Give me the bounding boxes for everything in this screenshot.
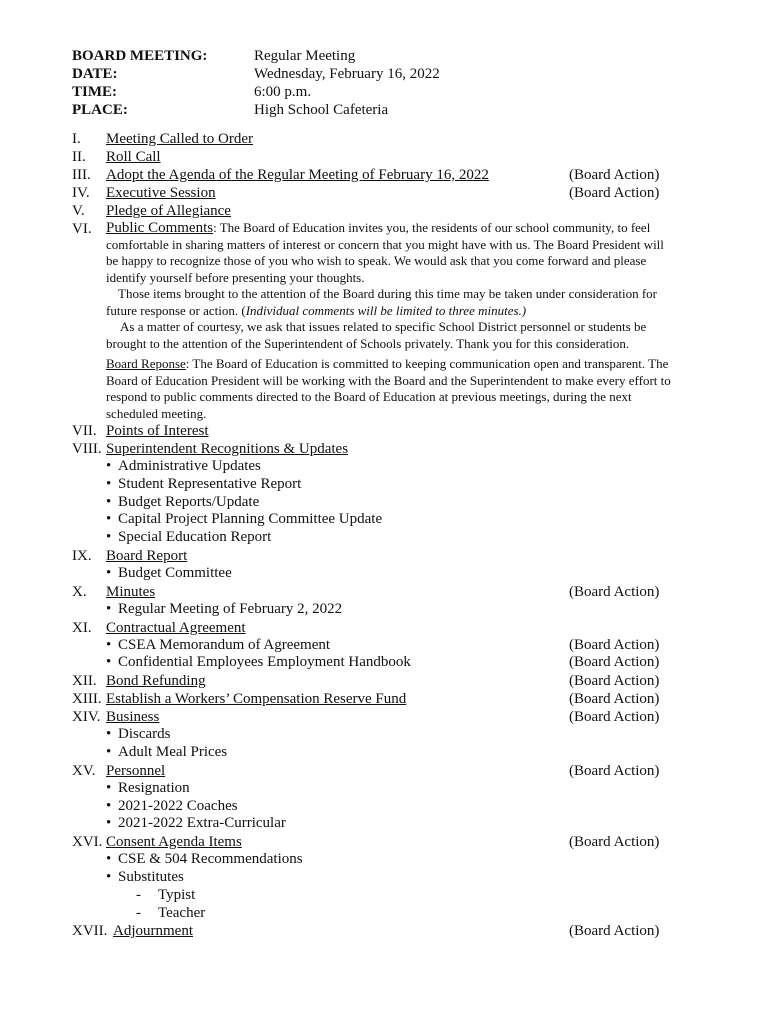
bullet-icon: •	[106, 743, 112, 760]
bullet-text: CSEA Memorandum of Agreement	[118, 636, 331, 653]
bullet-text: Budget Reports/Update	[118, 493, 260, 510]
bullet-icon: •	[106, 726, 112, 743]
bullet-text: Substitutes	[118, 868, 184, 885]
item-number: XII.	[72, 673, 97, 690]
paragraph-italic-text: Individual comments will be limited to three minutes.)	[245, 302, 527, 318]
bullet-icon: •	[106, 511, 112, 528]
item-number: III.	[72, 167, 91, 183]
board-action-label: (Board Action)	[569, 673, 660, 690]
agenda-item	[72, 672, 672, 690]
list-item	[72, 780, 672, 798]
list-item	[72, 654, 672, 672]
agenda-item	[72, 833, 672, 851]
item-number: IV.	[72, 185, 90, 201]
bullet-text: 2021-2022 Coaches	[118, 797, 238, 814]
item-title: Adopt the Agenda of the Regular Meeting of February 16, 2022	[106, 167, 489, 183]
list-item	[72, 798, 672, 816]
board-action-label: (Board Action)	[569, 709, 660, 726]
board-action-label: (Board Action)	[569, 834, 660, 851]
header-label: BOARD MEETING:	[72, 48, 208, 64]
header-row	[72, 47, 440, 65]
item-title: Contractual Agreement	[106, 619, 246, 636]
bullet-icon: •	[106, 815, 112, 832]
item-title: Board Report	[106, 547, 188, 564]
item-number: XV.	[72, 762, 96, 779]
bullet-text: Discards	[118, 726, 171, 743]
bullet-icon: •	[106, 475, 112, 492]
public-comments-paragraph	[72, 286, 672, 319]
agenda-list	[72, 130, 672, 940]
agenda-item	[72, 690, 672, 708]
board-response-label: Board Reponse	[106, 356, 186, 371]
agenda-item	[72, 148, 672, 166]
item-number: XVII.	[72, 923, 108, 940]
item-title: Adjournment	[113, 923, 193, 940]
bullet-icon: •	[106, 654, 112, 671]
sub-item-text: Typist	[158, 886, 196, 903]
item-number: X.	[72, 583, 87, 600]
item-title: Pledge of Allegiance	[106, 203, 231, 219]
item-title: Establish a Workers’ Compensation Reserve Fund	[106, 691, 407, 708]
agenda-item	[72, 762, 672, 780]
bullet-icon: •	[106, 851, 112, 868]
header-label: TIME:	[72, 84, 117, 100]
item-number: VII.	[72, 423, 97, 439]
bullet-icon: •	[106, 458, 112, 474]
bullet-icon: •	[106, 636, 112, 653]
item-number: XIV.	[72, 709, 101, 726]
bullet-text: Confidential Employees Employment Handbook	[118, 654, 411, 671]
board-action-label: (Board Action)	[569, 167, 660, 183]
item-title: Bond Refunding	[106, 673, 206, 690]
item-title: Minutes	[106, 583, 156, 600]
list-item	[72, 494, 672, 512]
dash-icon: -	[136, 886, 141, 903]
bullet-icon: •	[106, 600, 112, 617]
paragraph-text: As a matter of courtesy, we ask that issues related to specific School District personnel or students be brought to the attention of the Superintendent of Schools privately. Thank you for this consideration.	[106, 319, 647, 351]
list-item	[72, 744, 672, 762]
item-title: Meeting Called to Order	[106, 131, 254, 147]
header-label: PLACE:	[72, 102, 128, 118]
agenda-item	[72, 440, 672, 458]
item-number: V.	[72, 203, 85, 219]
bullet-text: Capital Project Planning Committee Update	[118, 511, 383, 528]
bullet-icon: •	[106, 797, 112, 814]
item-number: II.	[72, 149, 86, 165]
item-title: Public Comments	[106, 220, 214, 236]
list-item	[72, 458, 672, 476]
agenda-item	[72, 202, 672, 220]
agenda-item	[72, 166, 672, 184]
board-action-label: (Board Action)	[569, 636, 660, 653]
board-action-label: (Board Action)	[569, 583, 660, 600]
header-value: Wednesday, February 16, 2022	[254, 66, 440, 82]
sub-item-text: Teacher	[158, 904, 206, 921]
item-number: XVI.	[72, 834, 103, 851]
board-response-paragraph	[72, 356, 672, 422]
bullet-text: 2021-2022 Extra-Curricular	[118, 815, 286, 832]
item-number: VIII.	[72, 441, 102, 457]
bullet-text: Adult Meal Prices	[118, 743, 228, 760]
bullet-icon: •	[106, 529, 112, 546]
list-item	[72, 511, 672, 529]
list-item	[72, 815, 672, 833]
item-title: Business	[106, 709, 160, 726]
header-row	[72, 65, 440, 83]
bullet-text: CSE & 504 Recommendations	[118, 851, 303, 868]
header-row	[72, 101, 440, 119]
header-value: High School Cafeteria	[254, 102, 389, 118]
item-title: Superintendent Recognitions & Updates	[106, 441, 349, 457]
public-comments-paragraph	[72, 319, 672, 352]
agenda-item	[72, 619, 672, 637]
sub-list-item	[72, 905, 672, 923]
bullet-text: Budget Committee	[118, 564, 232, 581]
list-item	[72, 851, 672, 869]
agenda-item-public-comments	[72, 220, 672, 422]
board-action-label: (Board Action)	[569, 762, 660, 779]
list-item	[72, 529, 672, 547]
bullet-icon: •	[106, 564, 112, 581]
bullet-text: Administrative Updates	[118, 458, 261, 474]
paragraph-text: : The Board of Education is committed to keeping communication open and transparent. The Board of Education President will be working with the Board and the Superintendent to make every effort to respond to public comments directed to the Board of Education at previous meetings, during the next scheduled meeting.	[106, 356, 671, 421]
list-item	[72, 637, 672, 655]
agenda-item	[72, 130, 672, 148]
board-action-label: (Board Action)	[569, 654, 660, 671]
bullet-icon: •	[106, 868, 112, 885]
bullet-icon: •	[106, 493, 112, 510]
header-row	[72, 83, 440, 101]
list-item	[72, 565, 672, 583]
bullet-text: Special Education Report	[118, 529, 272, 546]
dash-icon: -	[136, 904, 141, 921]
item-title: Personnel	[106, 762, 166, 779]
item-number: IX.	[72, 547, 92, 564]
bullet-text: Student Representative Report	[118, 475, 302, 492]
header-label: DATE:	[72, 66, 118, 82]
item-title: Executive Session	[106, 185, 216, 201]
bullet-text: Regular Meeting of February 2, 2022	[118, 600, 343, 617]
list-item	[72, 601, 672, 619]
header-value: 6:00 p.m.	[254, 84, 312, 100]
item-number: I.	[72, 131, 81, 147]
item-title: Roll Call	[106, 149, 161, 165]
board-action-label: (Board Action)	[569, 185, 660, 201]
agenda-item	[72, 583, 672, 601]
agenda-item	[72, 184, 672, 202]
item-number: XI.	[72, 619, 92, 636]
agenda-item	[72, 422, 672, 440]
list-item	[72, 869, 672, 887]
agenda-item	[72, 547, 672, 565]
sub-list-item	[72, 887, 672, 905]
item-title: Consent Agenda Items	[106, 834, 242, 851]
item-number: VI.	[72, 221, 92, 237]
item-number: XIII.	[72, 691, 102, 708]
paragraph-text: : The Board of Education invites you, the residents of our school community, to feel comfortable in sharing matters of interest or concern that you might have with us. The Board President will be happy to recognize those of you who wish to speak. We would ask that you come forward and please identify yourself before presenting your thoughts.	[106, 220, 664, 285]
list-item	[72, 476, 672, 494]
header-value: Regular Meeting	[254, 48, 356, 64]
list-item	[72, 726, 672, 744]
agenda-item	[72, 922, 672, 940]
bullet-icon: •	[106, 779, 112, 796]
public-comments-paragraph	[72, 220, 672, 286]
board-action-label: (Board Action)	[569, 923, 660, 940]
meeting-header	[72, 47, 440, 119]
item-title: Points of Interest	[106, 423, 209, 439]
board-action-label: (Board Action)	[569, 691, 660, 708]
agenda-item	[72, 708, 672, 726]
bullet-text: Resignation	[118, 779, 190, 796]
paragraph-text: Those items brought to the attention of the Board during this time may be taken under consideration for future response or action. (	[106, 286, 658, 318]
